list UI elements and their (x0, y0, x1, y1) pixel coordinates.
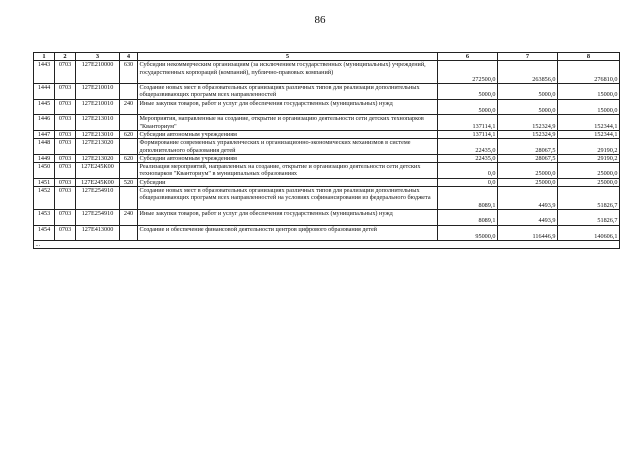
row-number: 1446 (34, 115, 55, 131)
amount-year-1: 22435,0 (438, 139, 498, 155)
expense-type-code: 240 (120, 209, 138, 225)
amount-year-1: 137114,1 (438, 115, 498, 131)
row-description: Иные закупки товаров, работ и услуг для обеспечения государственных (муниципальных) нужд (138, 209, 438, 225)
amount-year-3: 152344,1 (558, 130, 620, 138)
section-code: 0703 (55, 84, 76, 100)
section-code: 0703 (55, 130, 76, 138)
section-code: 0703 (55, 163, 76, 179)
target-article-code: 127E413000 (76, 225, 120, 241)
target-article-code: 127E245К00 (76, 178, 120, 186)
page-number: 86 (314, 14, 326, 26)
table-row (34, 130, 620, 138)
row-description: Реализация мероприятий, направленных на создание, открытие и организацию деятельности сети детских технопарков "Кванториум" в муниципальных образованиях (138, 163, 438, 179)
row-number: 1450 (34, 163, 55, 179)
amount-year-2: 25000,0 (498, 178, 558, 186)
row-number: 1448 (34, 139, 55, 155)
expense-type-code: 620 (120, 130, 138, 138)
table-row (34, 154, 620, 162)
amount-year-2: 152324,9 (498, 130, 558, 138)
expense-type-code (120, 225, 138, 241)
row-number: 1447 (34, 130, 55, 138)
amount-year-3: 25000,0 (558, 178, 620, 186)
amount-year-3: 51826,7 (558, 209, 620, 225)
more-rows-note: ... (34, 241, 620, 249)
target-article-code: 127E210010 (76, 84, 120, 100)
row-number: 1449 (34, 154, 55, 162)
amount-year-1: 95000,0 (438, 225, 498, 241)
row-description: Создание и обеспечение финансовой деятельности центров цифрового образования детей (138, 225, 438, 241)
amount-year-2: 263856,0 (498, 61, 558, 84)
table-row (34, 187, 620, 210)
amount-year-3: 140606,1 (558, 225, 620, 241)
amount-year-2: 152324,9 (498, 115, 558, 131)
amount-year-3: 276810,0 (558, 61, 620, 84)
section-code: 0703 (55, 225, 76, 241)
target-article-code: 127E254910 (76, 187, 120, 210)
row-number: 1443 (34, 61, 55, 84)
column-header-2: 2 (55, 53, 76, 61)
column-header-5: 5 (138, 53, 438, 61)
expense-type-code (120, 163, 138, 179)
column-header-3: 3 (76, 53, 120, 61)
row-description: Создание новых мест в образовательных организациях различных типов для реализации дополнительных общеразвивающих программ всех направленностей (138, 84, 438, 100)
amount-year-2: 28067,5 (498, 139, 558, 155)
section-code: 0703 (55, 154, 76, 162)
section-code: 0703 (55, 61, 76, 84)
expense-type-code (120, 115, 138, 131)
expense-type-code (120, 187, 138, 210)
expense-type-code (120, 139, 138, 155)
row-number: 1445 (34, 99, 55, 115)
amount-year-3: 29190,2 (558, 139, 620, 155)
table-row (34, 225, 620, 241)
expense-type-code (120, 84, 138, 100)
column-header-7: 7 (498, 53, 558, 61)
row-description: Мероприятия, направленные на создание, открытие и организацию деятельности сети детских технопарков "Кванториум" (138, 115, 438, 131)
amount-year-1: 137114,1 (438, 130, 498, 138)
row-number: 1444 (34, 84, 55, 100)
table-row (34, 99, 620, 115)
amount-year-1: 5000,0 (438, 84, 498, 100)
amount-year-3: 25000,0 (558, 163, 620, 179)
amount-year-2: 28067,5 (498, 154, 558, 162)
target-article-code: 127E245К00 (76, 163, 120, 179)
amount-year-3: 152344,1 (558, 115, 620, 131)
amount-year-1: 0,0 (438, 178, 498, 186)
section-code: 0703 (55, 187, 76, 210)
target-article-code: 127E213020 (76, 154, 120, 162)
target-article-code: 127E210000 (76, 61, 120, 84)
target-article-code: 127E210010 (76, 99, 120, 115)
amount-year-1: 22435,0 (438, 154, 498, 162)
expense-type-code: 620 (120, 154, 138, 162)
section-code: 0703 (55, 209, 76, 225)
row-number: 1451 (34, 178, 55, 186)
amount-year-1: 0,0 (438, 163, 498, 179)
amount-year-3: 15000,0 (558, 84, 620, 100)
column-header-6: 6 (438, 53, 498, 61)
expense-type-code: 630 (120, 61, 138, 84)
table-row (34, 209, 620, 225)
amount-year-3: 29190,2 (558, 154, 620, 162)
target-article-code: 127E213020 (76, 139, 120, 155)
amount-year-3: 51826,7 (558, 187, 620, 210)
amount-year-2: 25000,0 (498, 163, 558, 179)
row-description: Иные закупки товаров, работ и услуг для обеспечения государственных (муниципальных) нужд (138, 99, 438, 115)
row-number: 1452 (34, 187, 55, 210)
row-number: 1453 (34, 209, 55, 225)
amount-year-2: 116446,9 (498, 225, 558, 241)
row-description: Субсидии некоммерческим организациям (за исключением государственных (муниципальных) учреждений, государственных корпораций (компаний), публично-правовых компаний) (138, 61, 438, 84)
amount-year-1: 8089,1 (438, 187, 498, 210)
target-article-code: 127E254910 (76, 209, 120, 225)
row-description: Субсидии (138, 178, 438, 186)
column-header-1: 1 (34, 53, 55, 61)
target-article-code: 127E213010 (76, 130, 120, 138)
table-row (34, 115, 620, 131)
amount-year-2: 5000,0 (498, 99, 558, 115)
amount-year-1: 272500,0 (438, 61, 498, 84)
table-row (34, 61, 620, 84)
expense-type-code: 240 (120, 99, 138, 115)
amount-year-2: 4493,9 (498, 187, 558, 210)
row-description: Субсидии автономным учреждениям (138, 154, 438, 162)
section-code: 0703 (55, 178, 76, 186)
amount-year-2: 5000,0 (498, 84, 558, 100)
row-description: Формирование современных управленческих и организационно-экономических механизмов в системе дополнительного образования детей (138, 139, 438, 155)
budget-table (33, 52, 620, 249)
row-description: Субсидии автономным учреждениям (138, 130, 438, 138)
amount-year-1: 5000,0 (438, 99, 498, 115)
table-row (34, 178, 620, 186)
amount-year-2: 4493,9 (498, 209, 558, 225)
table-row (34, 163, 620, 179)
expense-type-code: 520 (120, 178, 138, 186)
row-description: Создание новых мест в образовательных организациях различных типов для реализации дополнительных общеразвивающих программ всех направленностей на условиях софинансирования из федерального бюджета (138, 187, 438, 210)
section-code: 0703 (55, 99, 76, 115)
header-row (34, 53, 620, 61)
section-code: 0703 (55, 115, 76, 131)
section-code: 0703 (55, 139, 76, 155)
column-header-8: 8 (558, 53, 620, 61)
target-article-code: 127E213010 (76, 115, 120, 131)
column-header-4: 4 (120, 53, 138, 61)
row-number: 1454 (34, 225, 55, 241)
amount-year-1: 8089,1 (438, 209, 498, 225)
table-row (34, 139, 620, 155)
table-row (34, 84, 620, 100)
amount-year-3: 15000,0 (558, 99, 620, 115)
